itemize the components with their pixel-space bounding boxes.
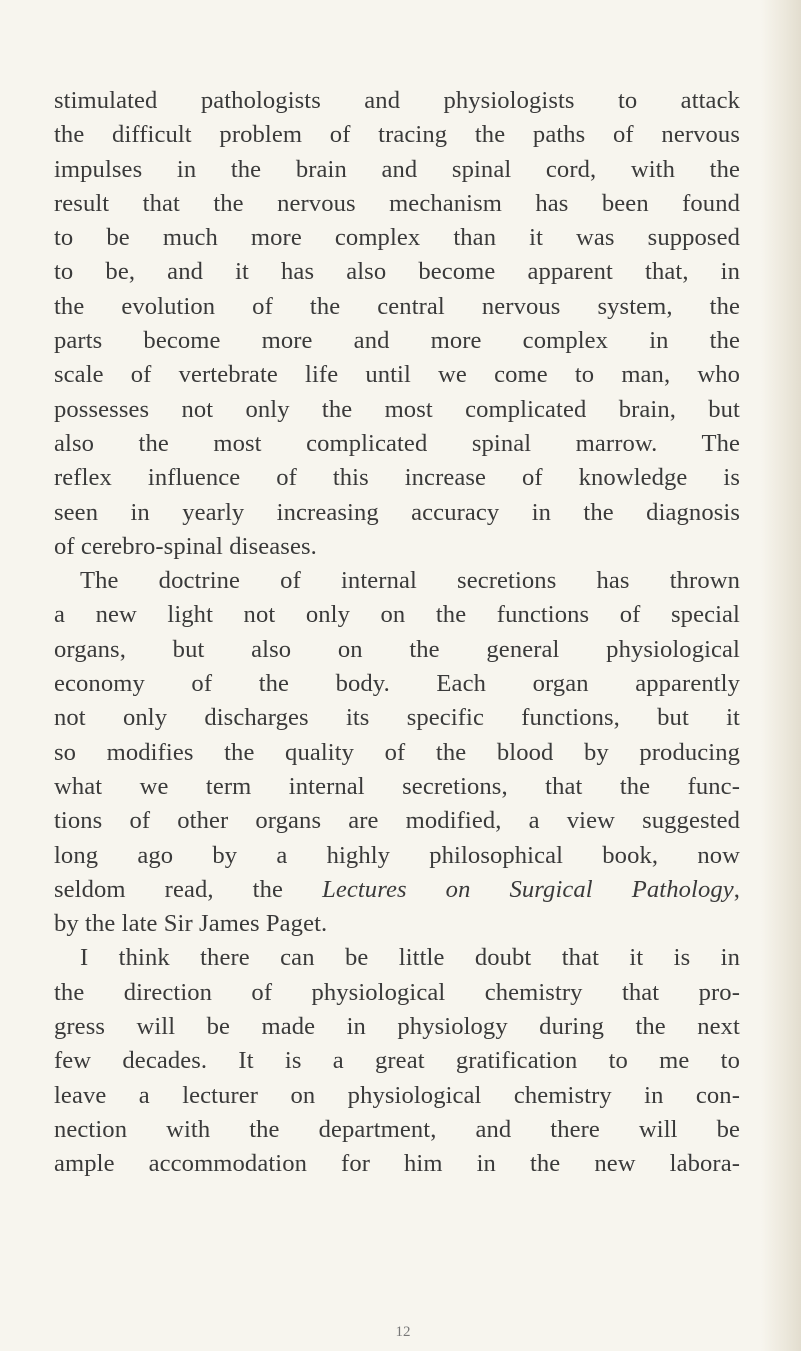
text-line: the evolution of the central nervous system, the	[54, 292, 740, 320]
text-line: reflex influence of this increase of knowledge is	[54, 464, 740, 492]
text-line: gress will be made in physiology during the next	[54, 1013, 740, 1041]
text-line: seen in yearly increasing accuracy in the diagnosis	[54, 498, 740, 526]
text-line: economy of the body. Each organ apparently	[54, 670, 740, 698]
text-line: few decades. It is a great gratification to me to	[54, 1047, 740, 1075]
text-line: not only discharges its specific functions, but it	[54, 704, 740, 732]
text-line: to be, and it has also become apparent that, in	[54, 258, 740, 286]
text-line: result that the nervous mechanism has been found	[54, 189, 740, 217]
body-text	[54, 84, 740, 1182]
text-line: ample accommodation for him in the new labora-	[54, 1150, 740, 1178]
text-line: long ago by a highly philosophical book, now	[54, 841, 740, 869]
text-line: stimulated pathologists and physiologists to attack	[54, 87, 740, 114]
text-run: ,	[733, 875, 741, 903]
text-line: parts become more and more complex in the	[54, 327, 740, 355]
text-line	[54, 873, 740, 907]
text-line: possesses not only the most complicated brain, but	[54, 395, 740, 423]
text-line: also the most complicated spinal marrow. The	[54, 429, 740, 457]
text-line: by the late Sir James Paget.	[54, 910, 328, 938]
text-line: The doctrine of internal secretions has thrown	[80, 567, 740, 595]
text-line: so modifies the quality of the blood by producing	[54, 738, 740, 766]
text-line: to be much more complex than it was supposed	[54, 224, 740, 252]
text-line: the difficult problem of tracing the paths of nervous	[54, 121, 740, 149]
page-number: 12	[395, 1324, 411, 1340]
text-line: tions of other organs are modified, a view suggested	[54, 807, 740, 835]
text-line: nection with the department, and there will be	[54, 1115, 740, 1143]
text-line: of cerebro-spinal diseases.	[54, 532, 317, 560]
text-line: organs, but also on the general physiological	[54, 635, 740, 663]
text-run: seldom read, the	[54, 875, 323, 903]
italic-title: Lectures on Surgical Pathology	[322, 875, 734, 903]
text-line: I think there can be little doubt that it is in	[80, 944, 740, 972]
text-line: leave a lecturer on physiological chemistry in con-	[54, 1081, 740, 1109]
text-line: impulses in the brain and spinal cord, with the	[54, 155, 740, 183]
text-line: a new light not only on the functions of special	[54, 601, 740, 629]
text-line: what we term internal secretions, that the func-	[54, 772, 740, 800]
text-line: the direction of physiological chemistry that pro-	[54, 978, 740, 1006]
text-line: scale of vertebrate life until we come to man, who	[54, 361, 740, 389]
